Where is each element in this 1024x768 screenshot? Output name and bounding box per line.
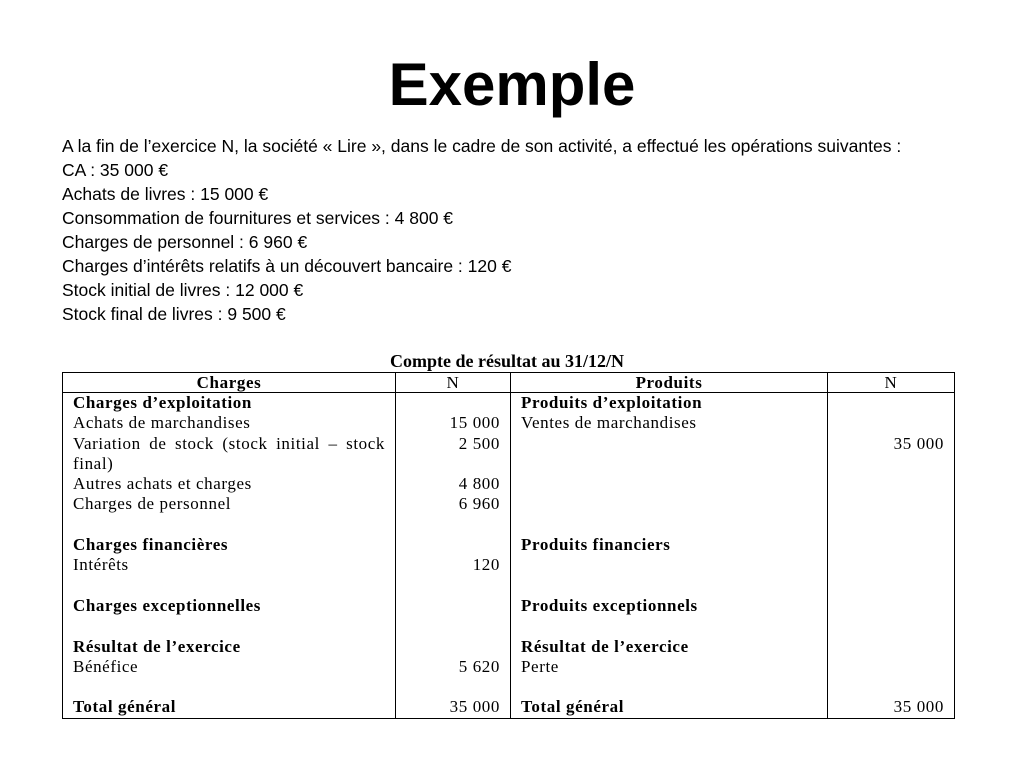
header-n-charges: N bbox=[396, 373, 511, 393]
table-caption: Compte de résultat au 31/12/N bbox=[390, 351, 624, 371]
statement-item-achats: Achats de livres : 15 000 € bbox=[62, 184, 269, 204]
header-produits: Produits bbox=[511, 373, 828, 393]
benefice-label: Bénéfice bbox=[73, 656, 139, 676]
benefice-value: 5 620 bbox=[458, 656, 500, 676]
statement-item-stock-initial: Stock initial de livres : 12 000 € bbox=[62, 280, 304, 300]
ventes-marchandises-label: Ventes de marchandises bbox=[521, 413, 697, 433]
table-row bbox=[63, 637, 955, 698]
table-total-row bbox=[63, 697, 955, 718]
charges-financieres-title: Charges financières bbox=[73, 535, 229, 555]
charges-exceptionnelles-title: Charges exceptionnelles bbox=[73, 595, 262, 615]
ventes-marchandises-value: 35 000 bbox=[893, 433, 944, 453]
interets-label: Intérêts bbox=[73, 555, 129, 575]
variation-stock-label: Variation de stock (stock initial – stock final) bbox=[73, 433, 385, 473]
produits-resultat-title: Résultat de l’exercice bbox=[521, 636, 689, 656]
page-title: Exemple bbox=[388, 51, 636, 118]
charges-total-value: 35 000 bbox=[449, 697, 500, 717]
produits-total-value: 35 000 bbox=[893, 697, 944, 717]
table-row bbox=[63, 393, 955, 536]
statement-item-interets: Charges d’intérêts relatifs à un découvert bancaire : 120 € bbox=[62, 256, 512, 276]
variation-stock-value: 2 500 bbox=[458, 433, 500, 453]
produits-exploitation-title: Produits d’exploitation bbox=[521, 393, 703, 412]
statement-item-ca: CA : 35 000 € bbox=[62, 160, 169, 180]
perte-label: Perte bbox=[521, 656, 559, 676]
charges-total-label: Total général bbox=[73, 697, 177, 717]
header-charges: Charges bbox=[63, 373, 396, 393]
charges-personnel-label: Charges de personnel bbox=[73, 494, 232, 514]
produits-exceptionnels-title: Produits exceptionnels bbox=[521, 595, 698, 615]
header-n-produits: N bbox=[828, 373, 955, 393]
produits-total-label: Total général bbox=[521, 697, 625, 717]
charges-exploitation-title: Charges d’exploitation bbox=[73, 393, 252, 412]
autres-achats-label: Autres achats et charges bbox=[73, 474, 252, 494]
charges-resultat-title: Résultat de l’exercice bbox=[73, 636, 241, 656]
charges-personnel-value: 6 960 bbox=[458, 494, 500, 514]
achats-marchandises-value: 15 000 bbox=[449, 413, 500, 433]
produits-financiers-title: Produits financiers bbox=[521, 535, 671, 555]
income-statement-table bbox=[62, 372, 955, 719]
statement-item-fournitures: Consommation de fournitures et services : 4 800 € bbox=[62, 208, 454, 228]
table-row bbox=[63, 596, 955, 637]
statement-item-stock-final: Stock final de livres : 9 500 € bbox=[62, 304, 286, 324]
exercise-statement bbox=[62, 136, 942, 324]
statement-item-personnel: Charges de personnel : 6 960 € bbox=[62, 232, 308, 252]
interets-value: 120 bbox=[472, 555, 500, 575]
table-row bbox=[63, 535, 955, 596]
autres-achats-value: 4 800 bbox=[458, 474, 500, 494]
table-header-row bbox=[63, 373, 955, 393]
statement-lead: A la fin de l’exercice N, la société « Lire », dans le cadre de son activité, a effectué les opérations suivantes : bbox=[62, 136, 902, 156]
achats-marchandises-label: Achats de marchandises bbox=[73, 413, 251, 433]
